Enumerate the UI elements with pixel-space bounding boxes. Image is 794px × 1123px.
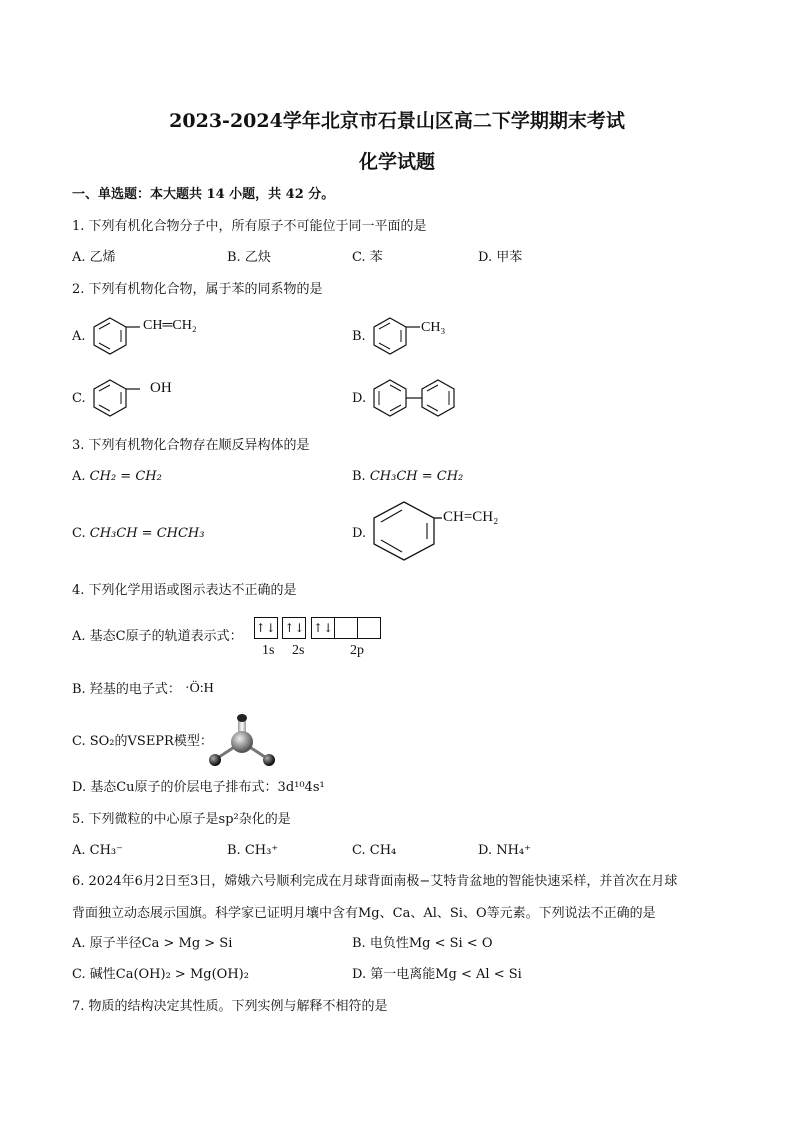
q5-option-d: D. NH₄⁺ [478, 843, 532, 858]
styrene-large-structure [368, 498, 478, 562]
orbital-label-2s: 2s [292, 643, 305, 658]
q2-option-d: D. [352, 391, 367, 406]
orbital-label-2p: 2p [350, 643, 364, 658]
orbital-box-2p-2 [334, 617, 358, 639]
q3-b-formula: CH₃CH = CH₂ [369, 469, 464, 484]
q4-option-a-text: A. 基态C原子的轨道表示式： [72, 629, 243, 644]
q2-option-b: B. [352, 329, 366, 344]
q2-option-a: A. [72, 329, 86, 344]
q3-a-label: A. [72, 469, 86, 484]
q1-stem: 1. 下列有机化合物分子中，所有原子不可能位于同一平面的是 [72, 219, 427, 234]
q6-option-a: A. 原子半径Ca > Mg > Si [72, 936, 233, 951]
q6-stem-line2: 背面独立动态展示国旗。科学家已证明月壤中含有Mg、Ca、Al、Si、O等元素。下列说法不正确的是 [72, 906, 656, 921]
page-subtitle: 化学试题 [358, 151, 435, 173]
q2-stem: 2. 下列有机物化合物，属于苯的同系物的是 [72, 282, 323, 297]
q3-c-formula: CH₃CH = CHCH₃ [89, 526, 205, 541]
q3-c-label: C. [72, 526, 86, 541]
q5-stem: 5. 下列微粒的中心原子是sp²杂化的是 [72, 812, 291, 827]
q3-b-label: B. [352, 469, 366, 484]
q3-option-a [72, 469, 162, 485]
q2-c-substituent: OH [150, 380, 172, 396]
q3-stem: 3. 下列有机物化合物存在顺反异构体的是 [72, 438, 310, 453]
q2-option-c: C. [72, 391, 86, 406]
q1-option-d: D. 甲苯 [478, 250, 523, 265]
so2-vsepr-model [208, 712, 280, 770]
q7-stem: 7. 物质的结构决定其性质。下列实例与解释不相符的是 [72, 999, 388, 1014]
q6-stem-line1: 6. 2024年6月2日至3日，嫦娥六号顺利完成在月球背面南极−艾特肯盆地的智能快速采样，并首次在月球 [72, 874, 678, 889]
q6-option-b: B. 电负性Mg < Si < O [352, 936, 493, 951]
q4-option-c-text: C. SO₂的VSEPR模型： [72, 734, 213, 749]
q1-option-a: A. 乙烯 [72, 250, 116, 265]
q4-option-b-text: B. 羟基的电子式： [72, 682, 181, 697]
q4-stem: 4. 下列化学用语或图示表达不正确的是 [72, 583, 297, 598]
q1-option-c: C. 苯 [352, 250, 383, 265]
q6-option-d: D. 第一电离能Mg < Al < Si [352, 967, 522, 982]
q3-option-b [352, 469, 463, 485]
q2-a-substituent: CH═CH₂ [143, 318, 197, 333]
q6-option-c: C. 碱性Ca(OH)₂ > Mg(OH)₂ [72, 967, 249, 982]
q3-option-c [72, 526, 204, 542]
q5-option-b: B. CH₃⁺ [227, 843, 279, 858]
q4-option-d-text: D. 基态Cu原子的价层电子排布式：3d¹⁰4s¹ [72, 780, 325, 795]
orbital-box-2p-3 [357, 617, 381, 639]
orbital-box-1s: ↑↓ [254, 617, 278, 639]
q5-option-c: C. CH₄ [352, 843, 397, 858]
section-heading: 一、单选题：本大题共 14 小题，共 42 分。 [72, 187, 335, 202]
hydroxyl-electron-formula: ·Ö:H [185, 681, 214, 696]
q3-d-substituent: CH=CH₂ [443, 509, 499, 525]
orbital-diagram [255, 617, 381, 639]
orbital-label-1s: 1s [262, 643, 275, 658]
q1-option-b: B. 乙炔 [227, 250, 271, 265]
orbital-box-2p-1: ↑↓ [311, 617, 335, 639]
orbital-box-2s: ↑↓ [282, 617, 306, 639]
page-title: 2023-2024学年北京市石景山区高二下学期期末考试 [169, 110, 625, 132]
q2-b-substituent: CH₃ [421, 320, 446, 335]
biphenyl-structure [370, 376, 470, 420]
q5-option-a: A. CH₃⁻ [72, 843, 124, 858]
q3-option-d-label: D. [352, 526, 367, 541]
q3-a-formula: CH₂ = CH₂ [89, 469, 162, 484]
